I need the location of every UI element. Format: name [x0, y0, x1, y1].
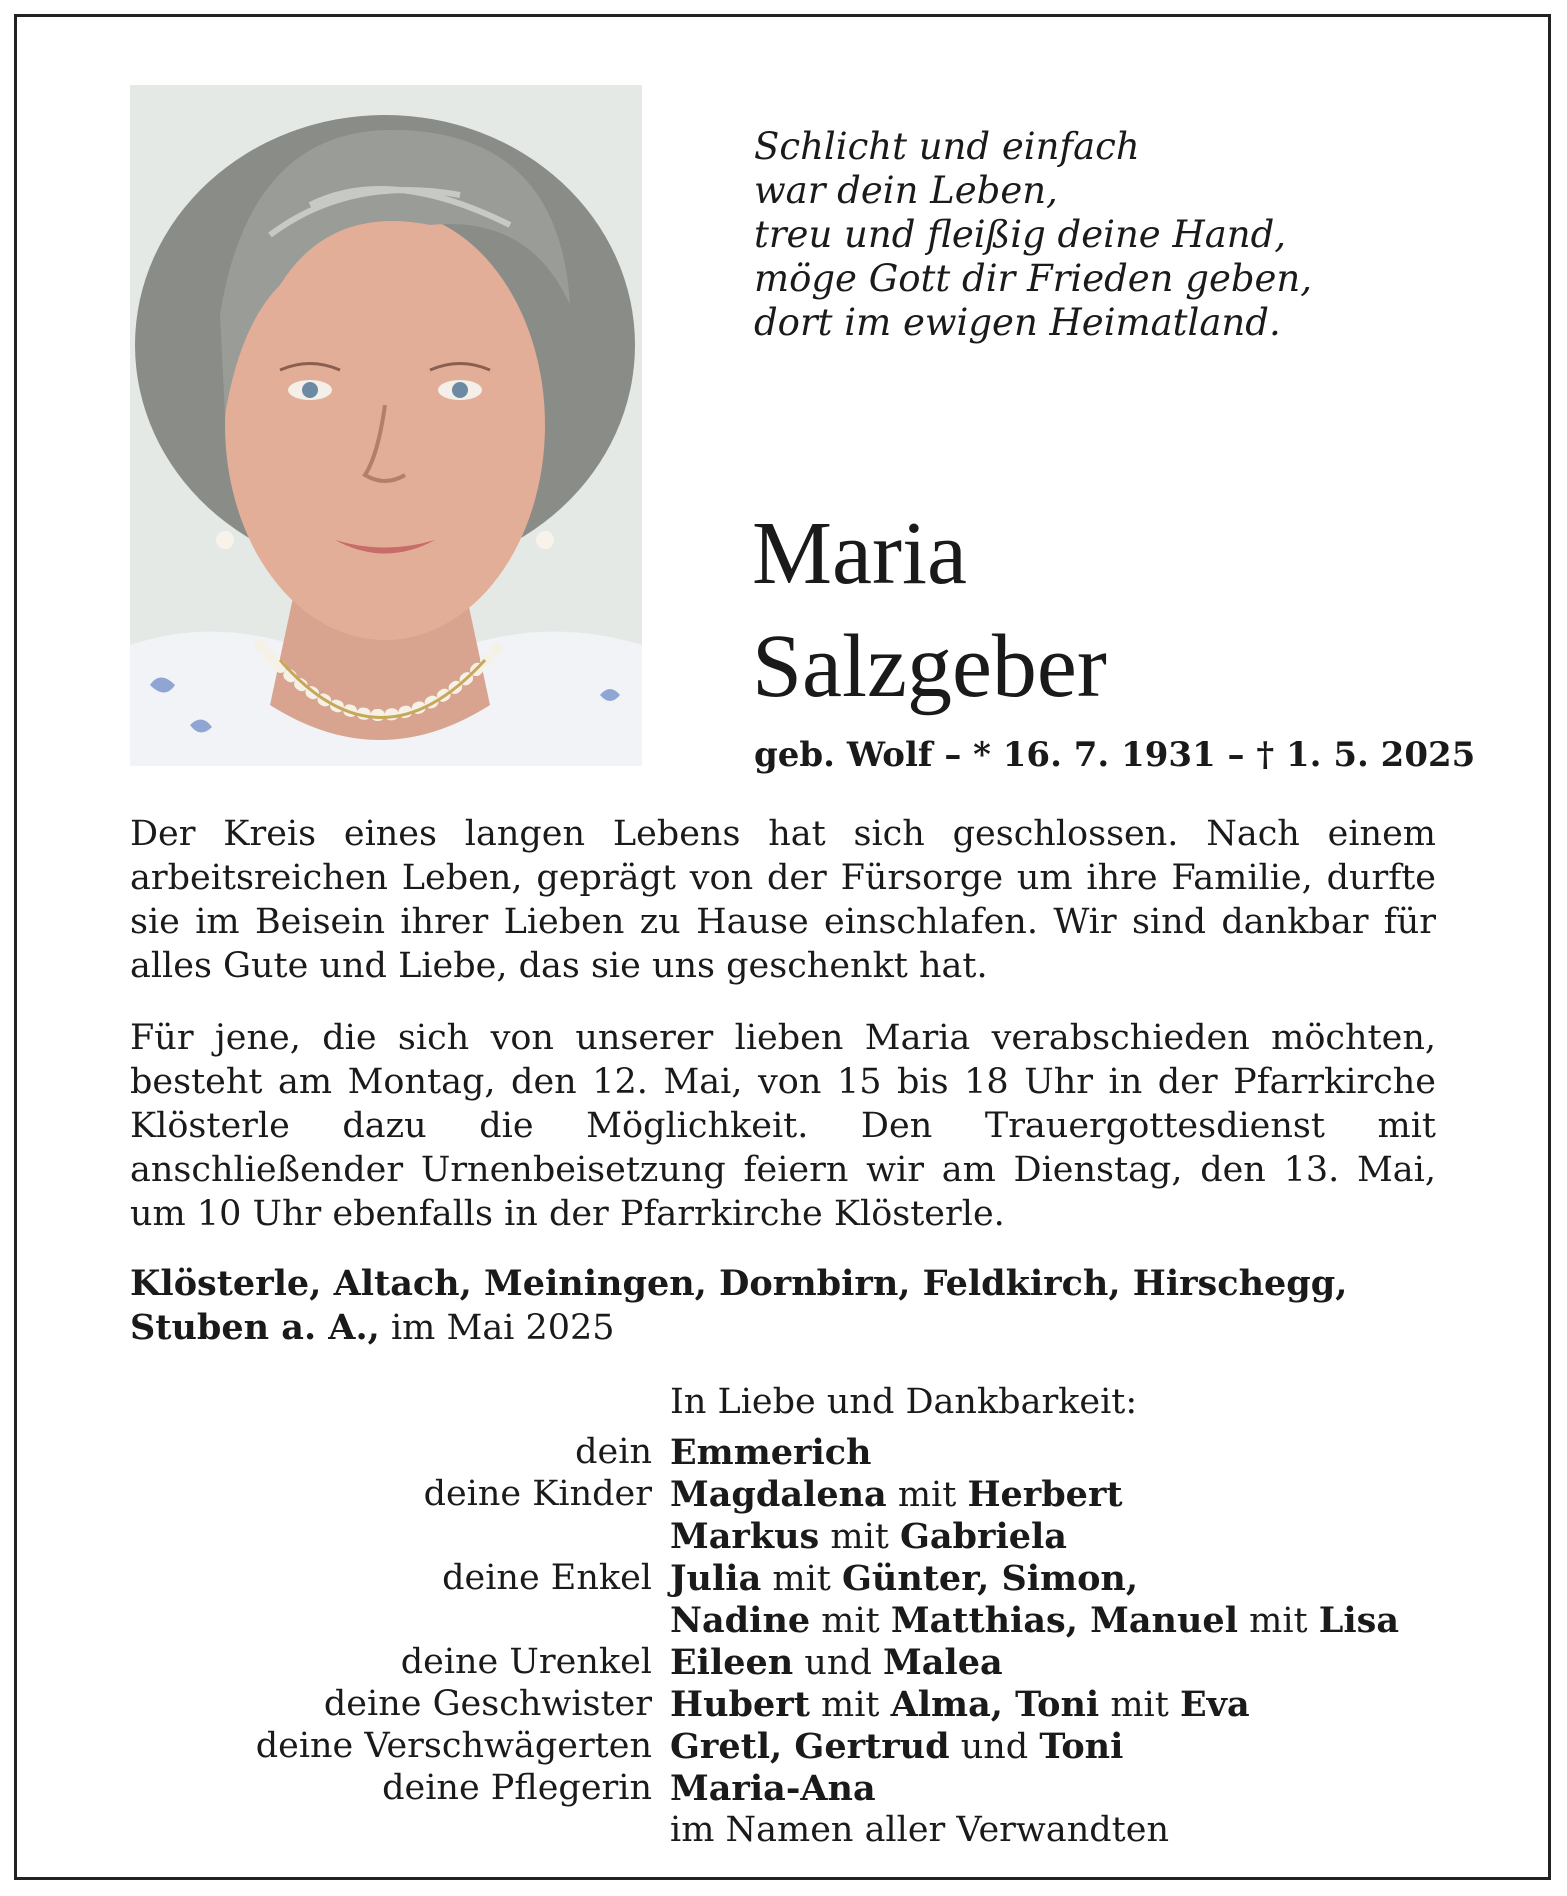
places-and-date: [130, 1262, 1347, 1350]
mourner-name: Herbert: [967, 1474, 1123, 1515]
mourner-row: [0, 1516, 1567, 1558]
mourner-row: [0, 1684, 1567, 1726]
connector: mit: [809, 1685, 891, 1725]
obituary-paragraph: Der Kreis eines langen Lebens hat sich geschlossen. Nach einem arbeitsreichen Leben, geprägt von der Fürsorge um ihre Familie, durfte sie im Beisein ihrer Lieben zu Hause einschlafen. Wir sind dankbar für alles Gute und Liebe, das sie uns geschenkt hat.: [130, 814, 1436, 986]
mourner-row: [0, 1558, 1567, 1600]
mourner-name: Malea: [883, 1642, 1003, 1683]
birth-death-dates: geb. Wolf – * 16. 7. 1931 – † 1. 5. 2025: [754, 735, 1476, 775]
mourner-name: Toni: [1039, 1726, 1124, 1767]
last-name: Salzgeber: [752, 617, 1107, 716]
connector: mit: [810, 1601, 891, 1641]
mourner-row: [0, 1600, 1567, 1642]
funeral-info-paragraph: Für jene, die sich von unserer lieben Maria verabschieden möchten, besteht am Montag, den 12. Mai, von 15 bis 18 Uhr in der Pfarrkirche Klösterle dazu die Möglichkeit. Den Trauergottesdienst mit anschließender Urnenbeisetzung feiern wir am Dienstag, den 13. Mai, um 10 Uhr ebenfalls in der Pfarrkirche Klösterle.: [130, 1018, 1436, 1234]
mourner-name: Maria-Ana: [670, 1768, 876, 1809]
mourner-row: [0, 1432, 1567, 1474]
first-name: Maria: [752, 504, 967, 603]
connector: und: [793, 1643, 884, 1683]
poem-line: war dein Leben,: [754, 169, 1058, 212]
places-line-1: Klösterle, Altach, Meiningen, Dornbirn, Feldkirch, Hirschegg,: [130, 1263, 1348, 1304]
connector: mit: [1238, 1601, 1319, 1641]
relation: deine Verschwägerten: [255, 1726, 652, 1766]
month-year: im Mai 2025: [379, 1308, 615, 1348]
mourner-name: Gretl, Gertrud: [670, 1726, 950, 1767]
mourner-name: Magdalena: [670, 1474, 887, 1515]
relation: deine Kinder: [423, 1474, 652, 1514]
relation: deine Pflegerin: [382, 1768, 652, 1808]
mourner-name: Gabriela: [899, 1516, 1067, 1557]
mourner-name: Markus: [670, 1516, 820, 1557]
mourner-name: Günter, Simon,: [841, 1558, 1139, 1599]
mourner-name: Julia: [670, 1558, 762, 1599]
all-relatives: im Namen aller Verwandten: [670, 1810, 1169, 1850]
mourner-name: Hubert: [670, 1684, 810, 1725]
mourner-row: [0, 1768, 1567, 1810]
poem: [754, 125, 1312, 345]
signoff: In Liebe und Dankbarkeit:: [670, 1382, 1138, 1422]
connector: mit: [819, 1517, 900, 1557]
poem-line: dort im ewigen Heimatland.: [754, 301, 1281, 344]
relation: dein: [575, 1432, 652, 1472]
mourner-row: [0, 1642, 1567, 1684]
mourner-name: Eva: [1179, 1684, 1250, 1725]
portrait-photo: [130, 85, 642, 766]
poem-line: möge Gott dir Frieden geben,: [754, 257, 1313, 300]
mourner-name: Matthias, Manuel: [890, 1600, 1238, 1641]
mourner-name: Emmerich: [670, 1432, 872, 1473]
mourner-name: Eileen: [670, 1642, 794, 1683]
mourner-name: Alma, Toni: [890, 1684, 1100, 1725]
mourner-name: Nadine: [670, 1600, 811, 1641]
poem-line: Schlicht und einfach: [754, 125, 1140, 168]
mourner-row: [0, 1810, 1567, 1852]
connector: mit: [886, 1475, 968, 1515]
relation: deine Geschwister: [323, 1684, 652, 1724]
mourners-list: [0, 1432, 1567, 1852]
mourner-row: [0, 1726, 1567, 1768]
poem-line: treu und fleißig deine Hand,: [754, 213, 1287, 256]
mourner-row: [0, 1474, 1567, 1516]
relation: deine Enkel: [442, 1558, 652, 1598]
places-line-2: Stuben a. A.,: [130, 1307, 380, 1348]
deceased-name: [752, 497, 1107, 723]
relation: deine Urenkel: [400, 1642, 652, 1682]
mourner-name: Lisa: [1318, 1600, 1399, 1641]
connector: mit: [1099, 1685, 1180, 1725]
portrait-illustration: [130, 85, 642, 766]
connector: mit: [761, 1559, 842, 1599]
connector: und: [949, 1727, 1040, 1767]
